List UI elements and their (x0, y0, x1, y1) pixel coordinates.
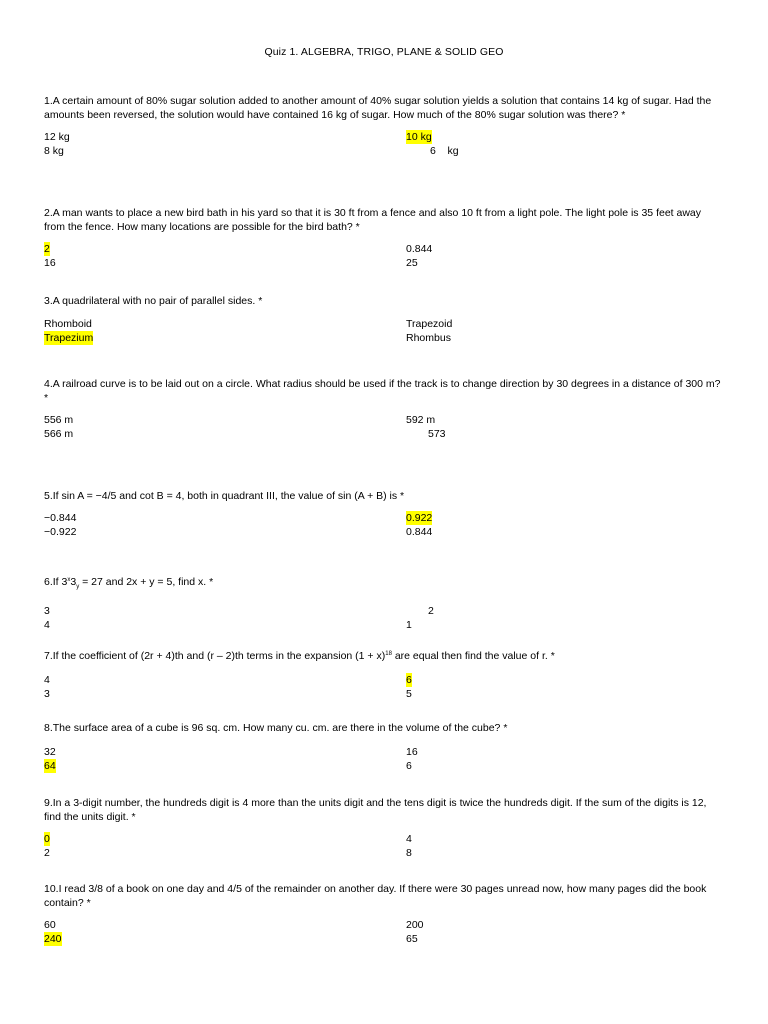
option: 200 (406, 919, 424, 931)
options (44, 673, 724, 701)
options (44, 745, 724, 773)
option: 556 m (44, 414, 74, 426)
question-text (44, 573, 724, 594)
option: Rhombus (406, 332, 451, 344)
options (44, 918, 724, 946)
option: 573 (428, 428, 446, 440)
question-4 (44, 377, 724, 441)
option: Rhomboid (44, 318, 92, 330)
question-5 (44, 489, 724, 539)
highlighted-answer: 2 (44, 243, 50, 255)
option: 4 (44, 674, 50, 686)
highlighted-answer: 0 (44, 833, 50, 845)
question-9 (44, 796, 724, 860)
highlighted-answer: 240 (44, 933, 62, 945)
question-1 (44, 94, 724, 158)
option: 4 (406, 833, 412, 845)
question-text: 1.A certain amount of 80% sugar solution added to another amount of 40% sugar solution yields a solution that contains 14 kg of sugar. Had the amounts been reversed, the solution would have contained 16 kg of sugar. How much of the 80% sugar solution was there? * (44, 95, 712, 121)
option: 32 (44, 746, 56, 758)
option: 16 (44, 257, 56, 269)
option: 2 (428, 605, 434, 618)
options (44, 413, 724, 441)
exponent: x (67, 577, 71, 583)
options (44, 511, 724, 539)
question-6 (44, 573, 724, 632)
exponent: y (76, 584, 80, 591)
options (44, 604, 724, 632)
question-text: 8.The surface area of a cube is 96 sq. cm. How many cu. cm. are there in the volume of the cube? * (44, 722, 508, 734)
options (44, 832, 724, 860)
option: 1 (406, 619, 412, 632)
question-8 (44, 721, 724, 773)
option: 8 (406, 847, 412, 859)
exponent: 18 (385, 651, 392, 657)
option: 65 (406, 933, 418, 945)
option: 3 (44, 688, 50, 700)
option: 592 m (406, 414, 436, 426)
option: 12 kg (44, 131, 70, 143)
question-text-part: are equal then find the value of r. * (391, 650, 555, 662)
highlighted-answer: Trapezium (44, 332, 94, 344)
question-text-part: 3 (70, 576, 77, 588)
question-3 (44, 294, 724, 345)
question-text-part: 7.If the coefficient of (2r + 4)th and (r – 2)th terms in the expansion (1 + x) (44, 650, 386, 662)
option: 5 (406, 688, 412, 700)
option: 0.844 (406, 243, 433, 255)
question-text: 2.A man wants to place a new bird bath in his yard so that it is 30 ft from a fence and also 10 ft from a light pole. The light pole is 35 feet away from the fence. How many locations are possible for the bird bath? * (44, 207, 702, 233)
option: −0.844 (44, 512, 77, 524)
options (44, 242, 724, 270)
option: 8 kg (44, 145, 64, 157)
highlighted-answer: 0.922 (406, 512, 433, 524)
option: 6 (406, 760, 412, 772)
question-text: 3.A quadrilateral with no pair of parallel sides. * (44, 295, 263, 307)
option: 2 (44, 847, 50, 859)
option: 16 (406, 746, 418, 758)
option: 566 m (44, 428, 74, 440)
question-2 (44, 206, 724, 270)
question-10 (44, 882, 724, 946)
question-text: 9.In a 3-digit number, the hundreds digit is 4 more than the units digit and the tens digit is twice the hundreds digit. If the sum of the digits is 12, find the units digit. * (44, 797, 707, 823)
question-text: 4.A railroad curve is to be laid out on a circle. What radius should be used if the track is to change direction by 30 degrees in a distance of 300 m? * (44, 378, 721, 404)
options (44, 317, 724, 345)
question-text-part: = 27 and 2x + y = 5, find x. * (79, 576, 214, 588)
question-7 (44, 647, 724, 701)
option: 25 (406, 257, 418, 269)
question-text (44, 647, 724, 663)
question-text: 10.I read 3/8 of a book on one day and 4/5 of the remainder on another day. If there were 30 pages unread now, how many pages did the book contain? * (44, 883, 707, 909)
option: Trapezoid (406, 318, 453, 330)
option: −0.922 (44, 526, 77, 538)
highlighted-answer: 64 (44, 760, 56, 772)
option: 3 (44, 605, 50, 618)
page-title: Quiz 1. ALGEBRA, TRIGO, PLANE & SOLID GEO (264, 46, 504, 58)
question-text-part: 6.If 3 (44, 576, 68, 588)
option: 60 (44, 919, 56, 931)
option: 4 (44, 619, 50, 632)
options (44, 130, 724, 158)
option: 0.844 (406, 526, 433, 538)
option: 6 kg (430, 145, 459, 157)
highlighted-answer: 6 (406, 674, 412, 686)
question-text: 5.If sin A = −4/5 and cot B = 4, both in quadrant III, the value of sin (A + B) is * (44, 490, 405, 502)
highlighted-answer: 10 kg (406, 131, 432, 143)
